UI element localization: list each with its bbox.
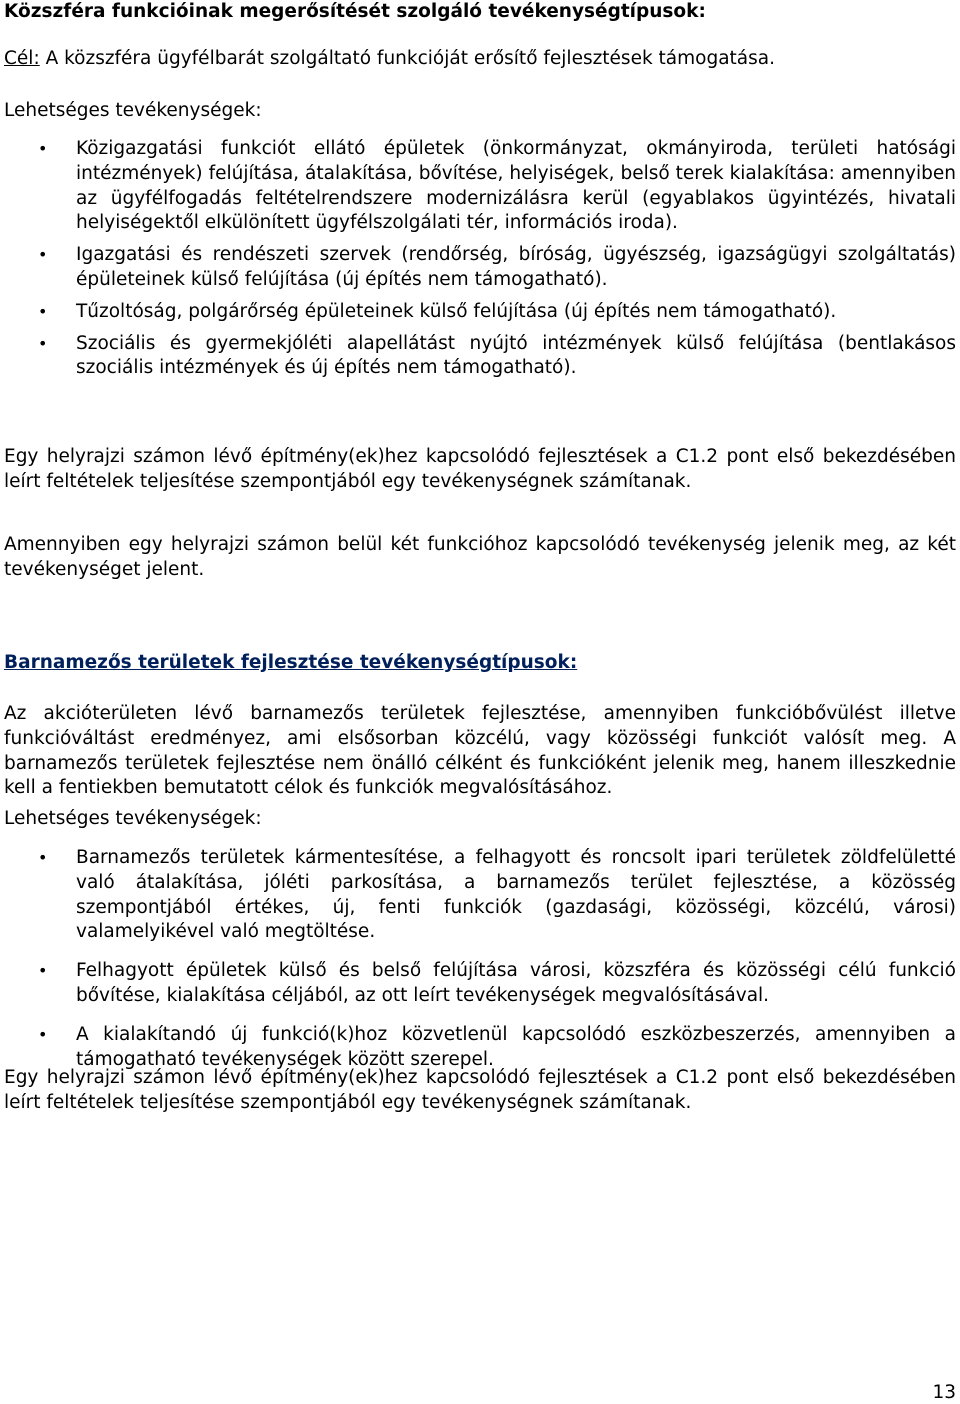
list-item-text: Szociális és gyermekjóléti alapellátást nyújtó intézmények külső felújítása (bentlakásos szociális intézmények és új építés nem támogatható). bbox=[76, 332, 956, 379]
list-item-text: Igazgatási és rendészeti szervek (rendőrség, bíróság, ügyészség, igazságügyi szolgáltatás) épületeinek külső felújítása (új építés nem támogatható). bbox=[76, 244, 956, 290]
list-item bbox=[4, 300, 956, 325]
goal-paragraph bbox=[4, 47, 956, 72]
bullet-icon: • bbox=[38, 333, 48, 353]
list-item-text: Barnamezős területek kármentesítése, a felhagyott és roncsolt ipari területek zöldfelületté való átalakítása, jóléti parkosítása, a barnamezős terület fejlesztése, a közösség szempontjából értékes, új, fenti funkciók (gazdasági, közösségi, közcélú, városi) valamelyikével való megtöltése. bbox=[76, 847, 956, 943]
list-item bbox=[4, 959, 956, 1009]
goal-label: Cél: bbox=[4, 48, 40, 69]
intro-paragraph: Az akcióterületen lévő barnamezős területek fejlesztése, amennyiben funkcióbővülést illetve funkcióváltást eredményez, ami elsősorban közcélú, vagy közösségi funkciót valósít meg. A barnamezős területek fejlesztése nem önálló célként és funkcióként jelenik meg, hanem illeszkednie kell a fentiekben bemutatott célok és funkciók megvalósításához. bbox=[4, 703, 956, 799]
note-paragraph: Amennyiben egy helyrajzi számon belül két funkcióhoz kapcsolódó tevékenység jelenik meg, az két tevékenységet jelent. bbox=[4, 534, 956, 580]
list-item-text: Tűzoltóság, polgárőrség épületeinek külső felújítása (új építés nem támogatható). bbox=[76, 300, 837, 322]
section-title-public-sector: Közszféra funkcióinak megerősítését szolgáló tevékenységtípusok: bbox=[4, 1, 706, 22]
page-number: 13 bbox=[932, 1382, 956, 1403]
list-item-text: Közigazgatási funkciót ellátó épületek (önkormányzat, okmányiroda, területi hatósági intézmények) felújítása, átalakítása, bővítése, helyiségek, belső terek kialakítása: amennyiben az ügyfélfogadás feltételrendszere modernizálásra kerül (egyablakos ügyintézés, hivatali helyiségektől elkülönített ügyfélszolgálati tér, információs iroda). bbox=[76, 138, 956, 234]
bullet-list-public-sector bbox=[4, 137, 956, 381]
goal-text: A közszféra ügyfélbarát szolgáltató funkcióját erősítő fejlesztések támogatása. bbox=[39, 48, 775, 69]
note-paragraph: Egy helyrajzi számon lévő építmény(ek)hez kapcsolódó fejlesztések a C1.2 pont első bekezdésében leírt feltételek teljesítése szempontjából egy tevékenységnek számítanak. bbox=[4, 1067, 956, 1113]
bullet-icon: • bbox=[38, 1024, 48, 1044]
list-item bbox=[4, 332, 956, 382]
bullet-icon: • bbox=[38, 245, 48, 265]
bullet-list-brownfield bbox=[4, 846, 956, 1072]
bullet-icon: • bbox=[38, 848, 48, 867]
list-item bbox=[4, 1023, 956, 1073]
bullet-icon: • bbox=[38, 301, 48, 321]
bullet-icon: • bbox=[38, 961, 48, 981]
section-title-brownfield: Barnamezős területek fejlesztése tevékenységtípusok: bbox=[4, 652, 578, 673]
list-item-text: A kialakítandó új funkció(k)hoz közvetlenül kapcsolódó eszközbeszerzés, amennyiben a támogatható tevékenységek között szerepel. bbox=[76, 1023, 956, 1070]
list-item-text: Felhagyott épületek külső és belső felújítása városi, közszféra és közösségi célú funkció bővítése, kialakítása céljából, az ott leírt tevékenységek megvalósításával. bbox=[76, 960, 956, 1006]
activities-label: Lehetséges tevékenységek: bbox=[4, 808, 262, 829]
activities-label: Lehetséges tevékenységek: bbox=[4, 100, 262, 121]
bullet-icon: • bbox=[38, 139, 48, 158]
list-item bbox=[4, 243, 956, 293]
note-paragraph: Egy helyrajzi számon lévő építmény(ek)hez kapcsolódó fejlesztések a C1.2 pont első bekezdésében leírt feltételek teljesítése szempontjából egy tevékenységnek számítanak. bbox=[4, 446, 956, 492]
list-item bbox=[4, 846, 956, 945]
list-item bbox=[4, 137, 956, 236]
